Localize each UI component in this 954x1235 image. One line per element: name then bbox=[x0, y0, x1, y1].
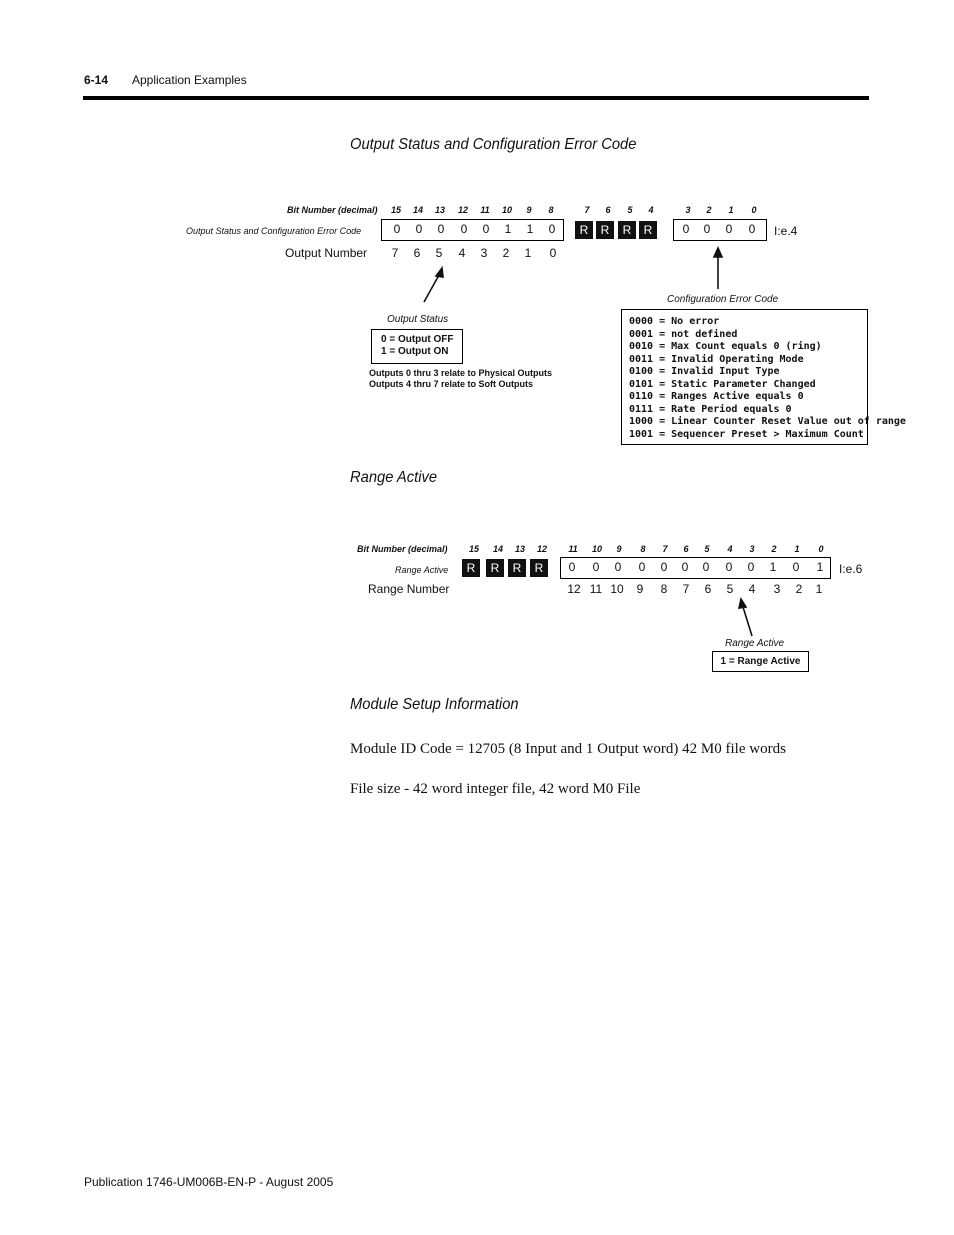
bit-cell: 1 bbox=[769, 560, 777, 574]
reserved-bit-cell: R bbox=[461, 558, 481, 578]
arrow-head bbox=[436, 268, 443, 277]
publication-footer: Publication 1746-UM006B-EN-P - August 2005 bbox=[84, 1175, 334, 1189]
module-id-text: Module ID Code = 12705 (8 Input and 1 Output word) 42 M0 file words bbox=[350, 741, 786, 757]
config-error-item: 0010 = Max Count equals 0 (ring) bbox=[629, 341, 822, 352]
config-error-item: 1000 = Linear Counter Reset Value out of range bbox=[629, 416, 906, 427]
bit-cell: 0 bbox=[415, 222, 423, 236]
bit-cell: 0 bbox=[681, 560, 689, 574]
output-number: 5 bbox=[435, 246, 443, 260]
range-number: 12 bbox=[567, 582, 581, 596]
bit-cell: 0 bbox=[702, 560, 710, 574]
output-number: 3 bbox=[480, 246, 488, 260]
config-error-item: 0000 = No error bbox=[629, 316, 720, 327]
range-number: 3 bbox=[773, 582, 781, 596]
output-status-line: 1 = Output ON bbox=[381, 346, 449, 357]
bit-cell: 0 bbox=[568, 560, 576, 574]
range-number: 10 bbox=[610, 582, 624, 596]
output-number: 7 bbox=[391, 246, 399, 260]
bit-cell: 1 bbox=[504, 222, 512, 236]
reserved-bit-cell: R bbox=[595, 220, 615, 240]
bit-number: 10 bbox=[591, 544, 602, 554]
bit-number: 9 bbox=[616, 544, 622, 554]
bit-number: 7 bbox=[662, 544, 668, 554]
output-status-box bbox=[371, 329, 463, 364]
bit-number: 0 bbox=[751, 205, 757, 215]
range-active-box: 1 = Range Active bbox=[712, 651, 809, 672]
reserved-bit-cell: R bbox=[574, 220, 594, 240]
bit-number: 3 bbox=[685, 205, 691, 215]
outputs-note bbox=[369, 368, 552, 390]
bit-number: 15 bbox=[390, 205, 401, 215]
bit-number: 4 bbox=[727, 544, 733, 554]
outputs-note-line: Outputs 0 thru 3 relate to Physical Outputs bbox=[369, 368, 553, 378]
range-number: 9 bbox=[636, 582, 644, 596]
output-number: 4 bbox=[458, 246, 466, 260]
output-number: 0 bbox=[549, 246, 557, 260]
outputs-note-line: Outputs 4 thru 7 relate to Soft Outputs bbox=[369, 379, 533, 389]
range-active-arrow bbox=[743, 607, 752, 636]
arrow-head bbox=[714, 248, 722, 257]
range-number: 7 bbox=[682, 582, 690, 596]
bit-number: 11 bbox=[568, 544, 578, 554]
bit-cell: 0 bbox=[592, 560, 600, 574]
output-number: 2 bbox=[502, 246, 510, 260]
bit-cell: 0 bbox=[393, 222, 401, 236]
bit-number: 4 bbox=[648, 205, 654, 215]
bit-number: 1 bbox=[728, 205, 734, 215]
bit-number: 6 bbox=[605, 205, 611, 215]
bit-number: 5 bbox=[627, 205, 633, 215]
bit-cell: 0 bbox=[748, 222, 756, 236]
bit-number: 1 bbox=[794, 544, 800, 554]
bit-cell: 0 bbox=[437, 222, 445, 236]
module-section-title: Module Setup Information bbox=[350, 696, 519, 713]
bit-number: 2 bbox=[771, 544, 777, 554]
bit-number: 7 bbox=[584, 205, 590, 215]
bit-cell: 0 bbox=[725, 560, 733, 574]
range-number: 6 bbox=[704, 582, 712, 596]
bit-number: 10 bbox=[501, 205, 512, 215]
bit-number: 9 bbox=[526, 205, 532, 215]
bit-cell: 0 bbox=[747, 560, 755, 574]
bit-number: 0 bbox=[818, 544, 824, 554]
bit-cell: 1 bbox=[526, 222, 534, 236]
config-error-item: 0111 = Rate Period equals 0 bbox=[629, 403, 792, 415]
bit-number: 8 bbox=[640, 544, 646, 554]
bit-cell: 1 bbox=[816, 560, 824, 574]
bit-cell: 0 bbox=[660, 560, 668, 574]
running-header: Application Examples bbox=[132, 73, 247, 87]
bit-number: 3 bbox=[749, 544, 755, 554]
bit-cell: 0 bbox=[638, 560, 646, 574]
bit-number: 5 bbox=[704, 544, 710, 554]
bit-cell: 0 bbox=[792, 560, 800, 574]
arrow-head bbox=[739, 599, 746, 608]
word-address: I:e.6 bbox=[839, 562, 863, 576]
bit-number: 14 bbox=[492, 544, 503, 554]
file-size-text: File size - 42 word integer file, 42 word M0 File bbox=[350, 781, 641, 797]
output-number: 1 bbox=[524, 246, 532, 260]
reserved-bit-cell: R bbox=[638, 220, 658, 240]
bit-number: 11 bbox=[480, 205, 490, 215]
range-section-title: Range Active bbox=[350, 469, 438, 486]
reserved-bit-cell: R bbox=[485, 558, 505, 578]
output-section-title: Output Status and Configuration Error Code bbox=[350, 136, 637, 153]
range-number: 1 bbox=[815, 582, 823, 596]
range-number: 5 bbox=[726, 582, 734, 596]
page-number: 6-14 bbox=[84, 73, 109, 87]
config-error-item: 0101 = Static Parameter Changed bbox=[629, 378, 816, 390]
reserved-bit-cell: R bbox=[507, 558, 527, 578]
config-error-item: 0100 = Invalid Input Type bbox=[629, 366, 780, 377]
config-error-list bbox=[629, 316, 906, 441]
config-error-item: 0011 = Invalid Operating Mode bbox=[629, 353, 804, 365]
bit-number: 13 bbox=[514, 544, 525, 554]
bit-cell: 0 bbox=[725, 222, 733, 236]
bit-cell: 0 bbox=[614, 560, 622, 574]
bit-cell: 0 bbox=[703, 222, 711, 236]
config-error-caption: Configuration Error Code bbox=[667, 294, 779, 305]
bit-number: 12 bbox=[536, 544, 547, 554]
row-label: Range Active bbox=[395, 565, 449, 575]
bit-cell: 0 bbox=[682, 222, 690, 236]
bit-number-label: Bit Number (decimal) bbox=[357, 544, 448, 554]
bit-number: 12 bbox=[457, 205, 468, 215]
bit-cell: 0 bbox=[548, 222, 556, 236]
config-error-box bbox=[621, 309, 906, 445]
range-number: 11 bbox=[589, 582, 603, 596]
output-status-line: 0 = Output OFF bbox=[381, 334, 454, 345]
range-number: 2 bbox=[795, 582, 803, 596]
bit-number: 13 bbox=[434, 205, 445, 215]
bit-number: 2 bbox=[706, 205, 712, 215]
reserved-bit-cell: R bbox=[617, 220, 637, 240]
output-number-label: Output Number bbox=[285, 246, 368, 260]
bit-number: 6 bbox=[683, 544, 689, 554]
range-active-caption: Range Active bbox=[725, 638, 785, 649]
config-error-item: 0001 = not defined bbox=[629, 328, 738, 340]
bit-number: 8 bbox=[548, 205, 554, 215]
bit-number: 14 bbox=[412, 205, 423, 215]
config-error-item: 0110 = Ranges Active equals 0 bbox=[629, 391, 804, 402]
bit-cell: 0 bbox=[482, 222, 490, 236]
output-status-caption: Output Status bbox=[387, 314, 449, 325]
reserved-bit-cell: R bbox=[529, 558, 549, 578]
range-number: 8 bbox=[660, 582, 668, 596]
bit-number-label: Bit Number (decimal) bbox=[287, 205, 378, 215]
range-number-label: Range Number bbox=[368, 582, 450, 596]
bit-number: 15 bbox=[468, 544, 479, 554]
bit-cell: 0 bbox=[460, 222, 468, 236]
range-number: 4 bbox=[748, 582, 756, 596]
output-status-arrow bbox=[424, 275, 439, 302]
output-number: 6 bbox=[413, 246, 421, 260]
word-address: I:e.4 bbox=[774, 224, 798, 238]
header-rule bbox=[83, 96, 869, 100]
row-label: Output Status and Configuration Error Code bbox=[186, 226, 362, 236]
config-error-item: 1001 = Sequencer Preset > Maximum Count bbox=[629, 428, 864, 440]
